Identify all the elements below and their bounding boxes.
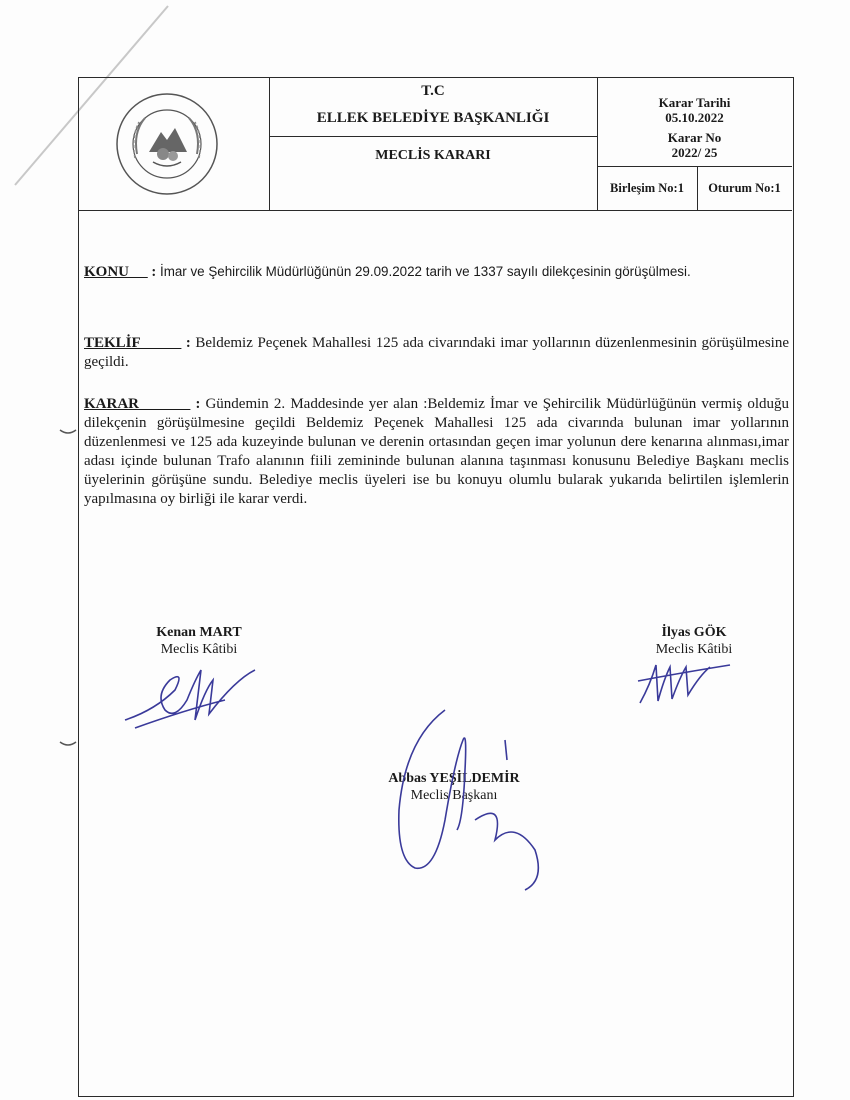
konu-label: KONU bbox=[84, 264, 148, 280]
signer-title: Meclis Kâtibi bbox=[160, 642, 238, 657]
birlesim-no: Birleşim No:1 bbox=[597, 167, 698, 210]
karar-tarihi bbox=[597, 95, 792, 125]
municipality-title: ELLEK BELEDİYE BAŞKANLIĞI bbox=[316, 110, 550, 126]
document-subtitle: MECLİS KARARI bbox=[375, 148, 491, 163]
karar-no bbox=[597, 130, 792, 160]
karar-no-value: 2022/ 25 bbox=[671, 145, 718, 160]
teklif-text: Beldemiz Peçenek Mahallesi 125 ada civarındaki imar yollarının düzenlenmesinin görüşülmesine geçildi. bbox=[84, 335, 789, 370]
karar-no-label: Karar No bbox=[667, 130, 722, 145]
signer-title: Meclis Başkanı bbox=[410, 788, 498, 803]
signature-block-katib-1 bbox=[129, 624, 269, 658]
teklif-colon: : bbox=[181, 335, 191, 351]
punch-mark-icon bbox=[58, 428, 78, 438]
title-cell bbox=[269, 78, 598, 210]
signer-title: Meclis Kâtibi bbox=[655, 642, 733, 657]
konu-colon: : bbox=[147, 264, 157, 280]
teklif-label: TEKLİF bbox=[84, 335, 182, 351]
karar-paragraph bbox=[84, 395, 789, 509]
title-block bbox=[269, 78, 597, 137]
header-table bbox=[79, 78, 792, 211]
karar-text: Gündemin 2. Maddesinde yer alan :Beldemiz İmar ve Şehircilik Müdürlüğünün vermiş olduğu dilekçenin görüşülmesine geçildi Beldemiz Peçenek Mahallesi 125 ada civarında bulunan imar yollarının düzenlenmesi ve 125 ada kuzeyinde bulunan ve derenin ortasından geçen imar yolunun dere kenarına alınması,imar adası içinde bulunan Trafo alanının fiili zemininde bulunan alanına taşınması konusunu Belediye Başkanı meclis üyelerinin görüşüne sundu. Belediye meclis üyeleri ise bu konuyu olumlu bularak yukarıda belirtilen işlemlerin yapılmasına oy birliği ile karar verdi. bbox=[84, 396, 789, 507]
signature-block-katib-2 bbox=[624, 624, 764, 658]
karar-colon: : bbox=[190, 396, 201, 412]
karar-tarihi-label: Karar Tarihi bbox=[658, 95, 731, 110]
signer-name: Abbas YEŞİLDEMİR bbox=[388, 771, 520, 786]
signature-block-baskan bbox=[359, 770, 549, 804]
konu-text: İmar ve Şehircilik Müdürlüğünün 29.09.2022 tarih ve 1337 sayılı dilekçesinin görüşülmesi. bbox=[156, 264, 691, 279]
karar-tarihi-value: 05.10.2022 bbox=[665, 110, 724, 125]
punch-mark-icon bbox=[58, 740, 78, 750]
oturum-no: Oturum No:1 bbox=[708, 181, 781, 195]
signer-name: İlyas GÖK bbox=[661, 625, 727, 640]
decision-frame bbox=[78, 77, 794, 1097]
karar-label: KARAR bbox=[84, 396, 191, 412]
meta-cell bbox=[597, 78, 792, 210]
title-tc: T.C bbox=[421, 83, 445, 99]
signer-name: Kenan MART bbox=[156, 625, 242, 640]
municipality-seal-icon bbox=[115, 92, 219, 196]
logo-cell bbox=[79, 78, 270, 210]
teklif-paragraph bbox=[84, 334, 789, 372]
konu-paragraph bbox=[84, 262, 789, 282]
